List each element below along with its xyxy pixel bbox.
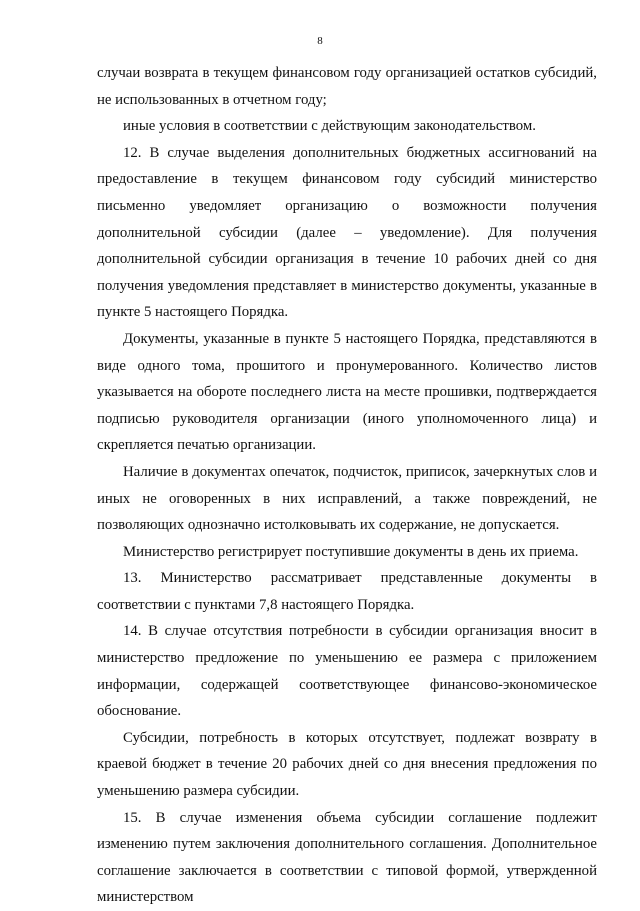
document-body bbox=[97, 60, 597, 911]
paragraph-documents-format: Документы, указанные в пункте 5 настоящего Порядка, представляются в виде одного тома, прошитого и пронумерованного. Количество листов указывается на обороте последнего листа на месте прошивки, подтверждается подписью руководителя организации (иного уполномоченного лица) и скрепляется печатью организации. bbox=[97, 330, 597, 454]
paragraph-registration: Министерство регистрирует поступившие документы в день их приема. bbox=[123, 543, 579, 560]
paragraph-other-conditions: иные условия в соответствии с действующим законодательством. bbox=[123, 118, 536, 135]
paragraph-subsidy-return: Субсидии, потребность в которых отсутствует, подлежат возврату в краевой бюджет в течение 20 рабочих дней со дня внесения предложения по уменьшению размера субсидии. bbox=[97, 729, 597, 800]
paragraph-return-cases: случаи возврата в текущем финансовом году организацией остатков субсидий, не использованных в отчетном году; bbox=[97, 65, 597, 108]
paragraph-clause-13: 13. Министерство рассматривает представленные документы в соответствии с пунктами 7,8 настоящего Порядка. bbox=[97, 570, 597, 613]
paragraph-clause-15: 15. В случае изменения объема субсидии соглашение подлежит изменению путем заключения дополнительного соглашения. Дополнительное соглашение заключается в соответствии с типовой формой, утвержденной министерством bbox=[97, 809, 597, 906]
paragraph-errors-not-allowed: Наличие в документах опечаток, подчисток, приписок, зачеркнутых слов и иных не оговоренных в них исправлений, а также повреждений, не позволяющих однозначно истолковывать их содержание, не допускается. bbox=[97, 463, 597, 534]
page-number: 8 bbox=[317, 35, 323, 47]
paragraph-clause-12: 12. В случае выделения дополнительных бюджетных ассигнований на предоставление в текущем финансовом году субсидий министерство письменно уведомляет организацию о возможности получения дополнительной субсидии (далее – уведомление). Для получения дополнительной субсидии организация в течение 10 рабочих дней со дня получения уведомления представляет в министерство документы, указанные в пункте 5 настоящего Порядка. bbox=[97, 144, 597, 321]
paragraph-clause-14: 14. В случае отсутствия потребности в субсидии организация вносит в министерство предложение по уменьшению ее размера с приложением информации, содержащей соответствующее финансово-экономическое обоснование. bbox=[97, 623, 597, 720]
